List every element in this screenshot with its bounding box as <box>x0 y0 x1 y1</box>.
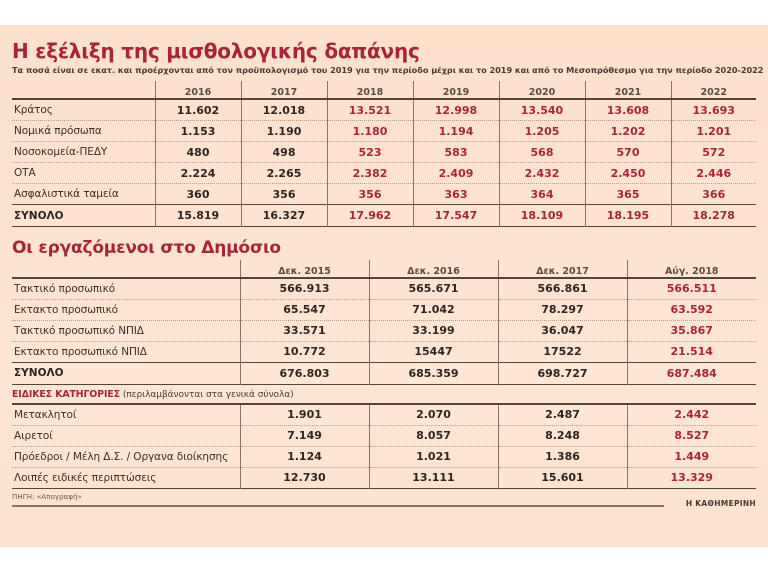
cell-value: 8.527 <box>627 425 756 446</box>
cell-value: 1.153 <box>155 121 241 142</box>
cell-value: 676.803 <box>240 362 369 384</box>
cell-value: 13.693 <box>671 100 756 121</box>
cell-value: 356 <box>241 184 327 205</box>
row-label: Κράτος <box>12 100 155 121</box>
source-text: ΠΗΓΗ: «Απογραφή» <box>12 492 82 501</box>
brand-logo: Η ΚΑΘΗΜΕΡΙΝΗ <box>685 498 756 508</box>
special-categories-table <box>12 403 756 489</box>
cell-value: 13.608 <box>585 100 671 121</box>
column-header-label <box>12 81 155 99</box>
row-label: Νομικά πρόσωπα <box>12 121 155 142</box>
cell-value: 1.386 <box>498 446 627 467</box>
table-row <box>12 425 756 446</box>
table-row <box>12 163 756 184</box>
cell-value: 35.867 <box>627 320 756 341</box>
row-label: ΣΥΝΟΛΟ <box>12 205 155 227</box>
cell-value: 566.511 <box>627 279 756 300</box>
row-label: Νοσοκομεία-ΠΕΔΥ <box>12 142 155 163</box>
cell-value: 12.998 <box>413 100 499 121</box>
cell-value: 17.547 <box>413 205 499 227</box>
row-label: Ασφαλιστικά ταμεία <box>14 188 119 200</box>
cell-value: 12.018 <box>241 100 327 121</box>
column-header-2: 2017 <box>241 81 327 99</box>
cell-value: 480 <box>155 142 241 163</box>
row-label: Λοιπές ειδικές περιπτώσεις <box>14 471 157 484</box>
row-label: Πρόεδροι / Μέλη Δ.Σ. / Οργανα διοίκησης <box>12 446 240 467</box>
cell-value: 15.601 <box>498 467 627 488</box>
cell-value: 71.042 <box>369 299 498 320</box>
row-label: Εκτακτο προσωπικό ΝΠΙΔ <box>14 345 147 358</box>
cell-value: 2.382 <box>327 163 413 184</box>
footer <box>12 489 756 519</box>
table-total-row <box>12 362 756 384</box>
cell-value: 1.190 <box>241 121 327 142</box>
column-header-label <box>12 260 240 278</box>
cell-value: 13.540 <box>499 100 585 121</box>
cell-value: 18.278 <box>671 205 756 227</box>
cell-value: 1.205 <box>499 121 585 142</box>
column-header-2: Δεκ. 2016 <box>369 260 498 278</box>
column-header-5: 2020 <box>499 81 585 99</box>
cell-value: 16.327 <box>241 205 327 227</box>
row-label: Μετακλητοί <box>12 405 240 426</box>
cell-value: 12.730 <box>240 467 369 488</box>
cell-value: 2.446 <box>671 163 756 184</box>
cell-value: 1.201 <box>671 121 756 142</box>
cell-value: 15.819 <box>155 205 241 227</box>
cell-value: 17522 <box>498 341 627 362</box>
table2-header-row <box>12 260 756 278</box>
column-header-7: 2022 <box>671 81 756 99</box>
cell-value: 1.124 <box>240 446 369 467</box>
special-categories-heading: ΕΙΔΙΚΕΣ ΚΑΤΗΓΟΡΙΕΣ <box>12 388 121 400</box>
cell-value: 498 <box>241 142 327 163</box>
table-row <box>12 341 756 362</box>
cell-value: 18.195 <box>585 205 671 227</box>
table-row <box>12 320 756 341</box>
column-header-3: 2018 <box>327 81 413 99</box>
column-header-6: 2021 <box>585 81 671 99</box>
table-row <box>12 467 756 488</box>
page-subtitle: Τα ποσά είναι σε εκατ. και προέρχονται από τον προϋπολογισμό του 2019 για την περίοδο μέχρι και το 2019 και από το Μεσοπρόθεσμο για την περίοδο 2020-2022 <box>12 65 764 75</box>
cell-value: 2.450 <box>585 163 671 184</box>
cell-value: 33.571 <box>240 320 369 341</box>
cell-value: 21.514 <box>627 341 756 362</box>
table-row <box>12 446 756 467</box>
cell-value: 1.180 <box>327 121 413 142</box>
public-employees-table <box>12 260 756 385</box>
row-label: Αιρετοί <box>12 425 240 446</box>
cell-value: 360 <box>155 184 241 205</box>
footer-divider <box>12 505 664 507</box>
cell-value: 1.194 <box>413 121 499 142</box>
cell-value: 33.199 <box>369 320 498 341</box>
cell-value: 63.592 <box>627 299 756 320</box>
cell-value: 2.409 <box>413 163 499 184</box>
cell-value: 13.329 <box>627 467 756 488</box>
cell-value: 364 <box>499 184 585 205</box>
cell-value: 36.047 <box>498 320 627 341</box>
cell-value: 1.449 <box>627 446 756 467</box>
table-row <box>12 142 756 163</box>
table-row <box>12 405 756 426</box>
cell-value: 583 <box>413 142 499 163</box>
cell-value: 2.432 <box>499 163 585 184</box>
row-label: Τακτικό προσωπικό <box>12 279 240 300</box>
row-label: Εκτακτο προσωπικό <box>12 299 240 320</box>
cell-value: 685.359 <box>369 362 498 384</box>
cell-value: 2.487 <box>498 405 627 426</box>
special-categories-note <box>12 385 756 403</box>
cell-value: 1.901 <box>240 405 369 426</box>
cell-value: 566.861 <box>498 279 627 300</box>
cell-value: 78.297 <box>498 299 627 320</box>
column-header-1: 2016 <box>155 81 241 99</box>
column-header-3: Δεκ. 2017 <box>498 260 627 278</box>
cell-value: 18.109 <box>499 205 585 227</box>
section-title-public-employees: Οι εργαζόμενοι στο Δημόσιο <box>12 238 281 258</box>
cell-value: 365 <box>585 184 671 205</box>
table-row <box>12 299 756 320</box>
table-total-row <box>12 205 756 227</box>
table1-header-row <box>12 81 756 99</box>
special-categories-parenthetical: (περιλαμβάνονται στα γενικά σύνολα) <box>120 389 294 400</box>
cell-value: 566.913 <box>240 279 369 300</box>
cell-value: 568 <box>499 142 585 163</box>
cell-value: 698.727 <box>498 362 627 384</box>
table-row <box>12 100 756 121</box>
table-row <box>12 184 756 205</box>
table-row <box>12 279 756 300</box>
cell-value: 356 <box>327 184 413 205</box>
table-row <box>12 121 756 142</box>
cell-value: 1.021 <box>369 446 498 467</box>
column-header-1: Δεκ. 2015 <box>240 260 369 278</box>
cell-value: 363 <box>413 184 499 205</box>
page-title: Η εξέλιξη της μισθολογικής δαπάνης <box>12 39 420 63</box>
cell-value: 2.442 <box>627 405 756 426</box>
cell-value: 523 <box>327 142 413 163</box>
cell-value: 366 <box>671 184 756 205</box>
row-label: ΣΥΝΟΛΟ <box>12 362 240 384</box>
cell-value: 1.202 <box>585 121 671 142</box>
cell-value: 687.484 <box>627 362 756 384</box>
cell-value: 17.962 <box>327 205 413 227</box>
cell-value: 13.521 <box>327 100 413 121</box>
column-header-4: 2019 <box>413 81 499 99</box>
cell-value: 570 <box>585 142 671 163</box>
cell-value: 2.224 <box>155 163 241 184</box>
cell-value: 13.111 <box>369 467 498 488</box>
salary-expenditure-table <box>12 81 756 227</box>
cell-value: 15447 <box>369 341 498 362</box>
cell-value: 2.265 <box>241 163 327 184</box>
infographic-poster <box>0 25 768 547</box>
row-label: ΟΤΑ <box>12 163 155 184</box>
column-header-4: Αύγ. 2018 <box>627 260 756 278</box>
cell-value: 565.671 <box>369 279 498 300</box>
cell-value: 2.070 <box>369 405 498 426</box>
cell-value: 572 <box>671 142 756 163</box>
cell-value: 11.602 <box>155 100 241 121</box>
cell-value: 8.057 <box>369 425 498 446</box>
row-label: Τακτικό προσωπικό ΝΠΙΔ <box>12 320 240 341</box>
cell-value: 8.248 <box>498 425 627 446</box>
cell-value: 10.772 <box>240 341 369 362</box>
cell-value: 7.149 <box>240 425 369 446</box>
cell-value: 65.547 <box>240 299 369 320</box>
